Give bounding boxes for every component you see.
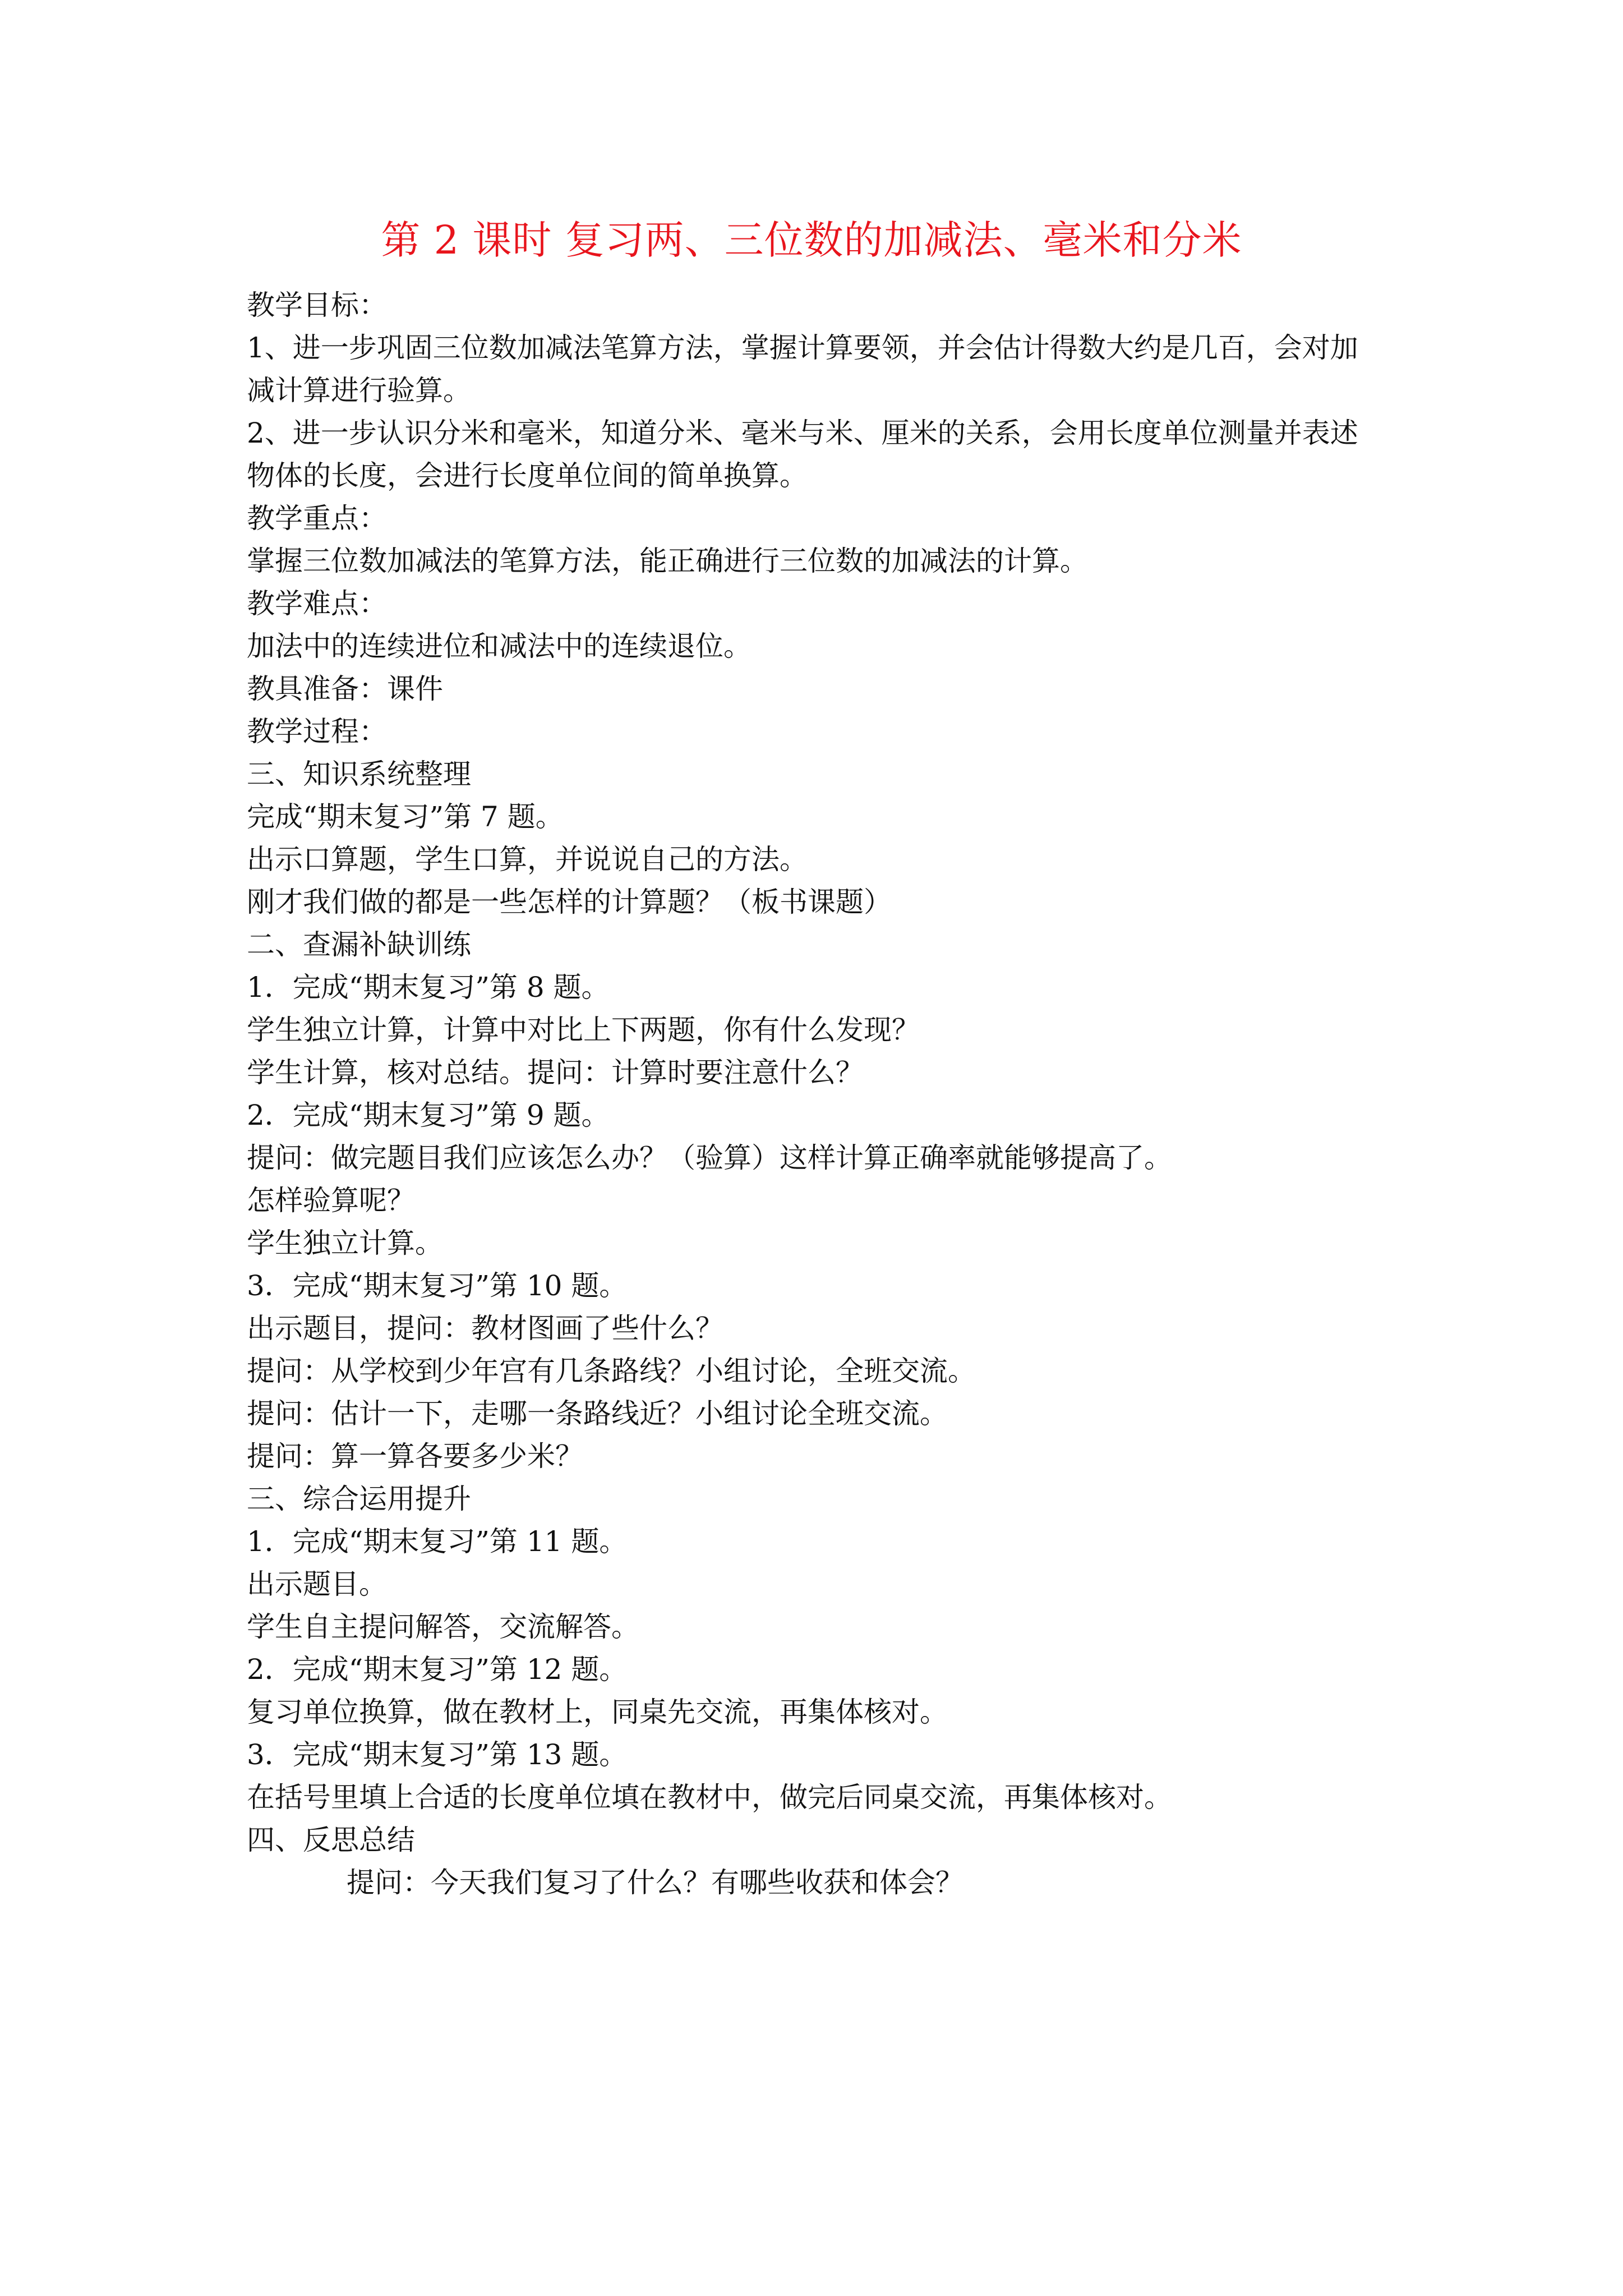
text-line: 复习单位换算，做在教材上，同桌先交流，再集体核对。 [247, 1696, 948, 1728]
text-line: 2．完成“期末复习”第 9 题。 [247, 1099, 610, 1131]
text-line: 二、查漏补缺训练 [247, 928, 471, 961]
document-body [247, 284, 1402, 1904]
text-line: 学生独立计算。 [247, 1227, 443, 1259]
text-line: 学生独立计算，计算中对比上下两题，你有什么发现？ [247, 1014, 920, 1046]
text-line: 1、进一步巩固三位数加减法笔算方法，掌握计算要领，并会估计得数大约是几百，会对加 [247, 332, 1358, 364]
text-line: 3．完成“期末复习”第 13 题。 [247, 1738, 628, 1771]
text-line: 提问：算一算各要多少米？ [247, 1440, 583, 1473]
text-line: 2、进一步认识分米和毫米，知道分米、毫米与米、厘米的关系，会用长度单位测量并表述 [247, 417, 1358, 449]
text-line: 减计算进行验算。 [247, 374, 471, 407]
text-line: 教学目标： [247, 289, 387, 321]
text-line: 教学重点： [247, 502, 387, 535]
text-line: 教学过程： [247, 715, 387, 748]
text-line: 学生自主提问解答，交流解答。 [247, 1611, 639, 1643]
text-line: 怎样验算呢？ [247, 1184, 415, 1217]
text-line: 出示口算题，学生口算，并说说自己的方法。 [247, 843, 808, 876]
text-line: 提问：今天我们复习了什么？有哪些收获和体会？ [347, 1866, 963, 1899]
text-line: 教学难点： [247, 587, 387, 620]
text-line: 学生计算，核对总结。提问：计算时要注意什么？ [247, 1056, 864, 1089]
page-title: 第 2 课时 复习两、三位数的加减法、毫米和分米 [381, 217, 1242, 263]
text-line: 在括号里填上合适的长度单位填在教材中，做完后同桌交流，再集体核对。 [247, 1781, 1172, 1814]
text-line: 1．完成“期末复习”第 8 题。 [247, 971, 610, 1004]
text-line: 四、反思总结 [247, 1824, 415, 1856]
text-line: 提问：做完题目我们应该怎么办？（验算）这样计算正确率就能够提高了。 [247, 1142, 1172, 1174]
text-line: 出示题目。 [247, 1568, 387, 1600]
text-line: 提问：估计一下，走哪一条路线近？小组讨论全班交流。 [247, 1397, 948, 1430]
text-line: 出示题目，提问：教材图画了些什么？ [247, 1312, 723, 1345]
text-line: 1．完成“期末复习”第 11 题。 [247, 1525, 628, 1558]
text-line: 掌握三位数加减法的笔算方法，能正确进行三位数的加减法的计算。 [247, 545, 1088, 577]
text-line: 三、知识系统整理 [247, 758, 471, 790]
text-line: 完成“期末复习”第 7 题。 [247, 800, 564, 833]
text-line: 刚才我们做的都是一些怎样的计算题？（板书课题） [247, 886, 892, 918]
text-line: 三、综合运用提升 [247, 1483, 471, 1515]
text-line: 提问：从学校到少年宫有几条路线？小组讨论，全班交流。 [247, 1355, 976, 1387]
text-line: 2．完成“期末复习”第 12 题。 [247, 1653, 628, 1686]
text-line: 加法中的连续进位和减法中的连续退位。 [247, 630, 751, 662]
text-line: 3．完成“期末复习”第 10 题。 [247, 1269, 628, 1302]
text-line: 物体的长度，会进行长度单位间的简单换算。 [247, 459, 808, 492]
text-line: 教具准备：课件 [247, 673, 443, 705]
